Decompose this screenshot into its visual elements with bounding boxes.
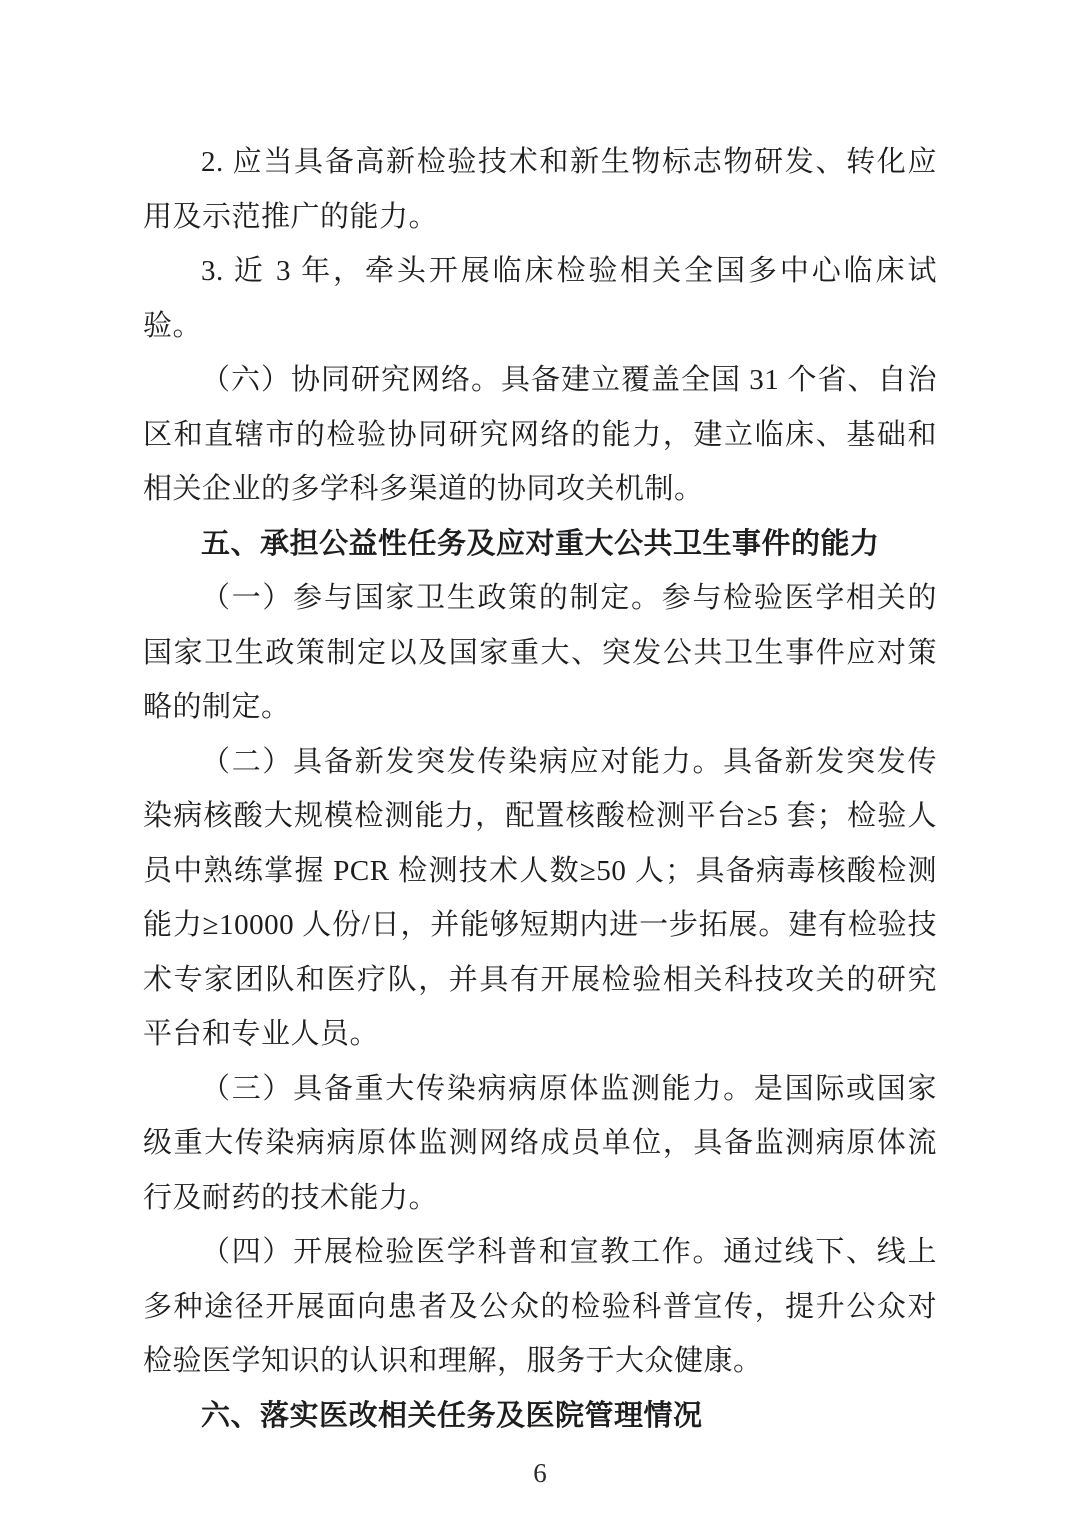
paragraph-subsection-two: （二）具备新发突发传染病应对能力。具备新发突发传染病核酸大规模检测能力，配置核酸检测平台≥5 套；检验人员中熟练掌握 PCR 检测技术人数≥50 人；具备病毒核酸检测能力≥10000 人份/日，并能够短期内进一步拓展。建有检验技术专家团队和医疗队，并具有开展检验相关科技攻关的研究平台和专业人员。	[143, 745, 937, 1050]
paragraph-item-3: 3. 近 3 年，牵头开展临床检验相关全国多中心临床试验。	[143, 255, 937, 342]
paragraph-subsection-one: （一）参与国家卫生政策的制定。参与检验医学相关的国家卫生政策制定以及国家重大、突发公共卫生事件应对策略的制定。	[143, 582, 937, 723]
section-heading-five: 五、承担公益性任务及应对重大公共卫生事件的能力	[201, 527, 880, 560]
page-number: 6	[533, 1458, 547, 1488]
paragraph-section-six-network: （六）协同研究网络。具备建立覆盖全国 31 个省、自治区和直辖市的检验协同研究网络的能力，建立临床、基础和相关企业的多学科多渠道的协同攻关机制。	[143, 364, 937, 505]
paragraph-item-2: 2. 应当具备高新检验技术和新生物标志物研发、转化应用及示范推广的能力。	[143, 146, 937, 233]
section-heading-six: 六、落实医改相关任务及医院管理情况	[201, 1399, 703, 1432]
document-body	[143, 0, 937, 1443]
page-footer	[0, 1455, 1080, 1491]
paragraph-subsection-three: （三）具备重大传染病病原体监测能力。是国际或国家级重大传染病病原体监测网络成员单位，具备监测病原体流行及耐药的技术能力。	[143, 1072, 937, 1214]
paragraph-subsection-four: （四）开展检验医学科普和宣教工作。通过线下、线上多种途径开展面向患者及公众的检验科普宣传，提升公众对检验医学知识的认识和理解，服务于大众健康。	[143, 1236, 937, 1377]
